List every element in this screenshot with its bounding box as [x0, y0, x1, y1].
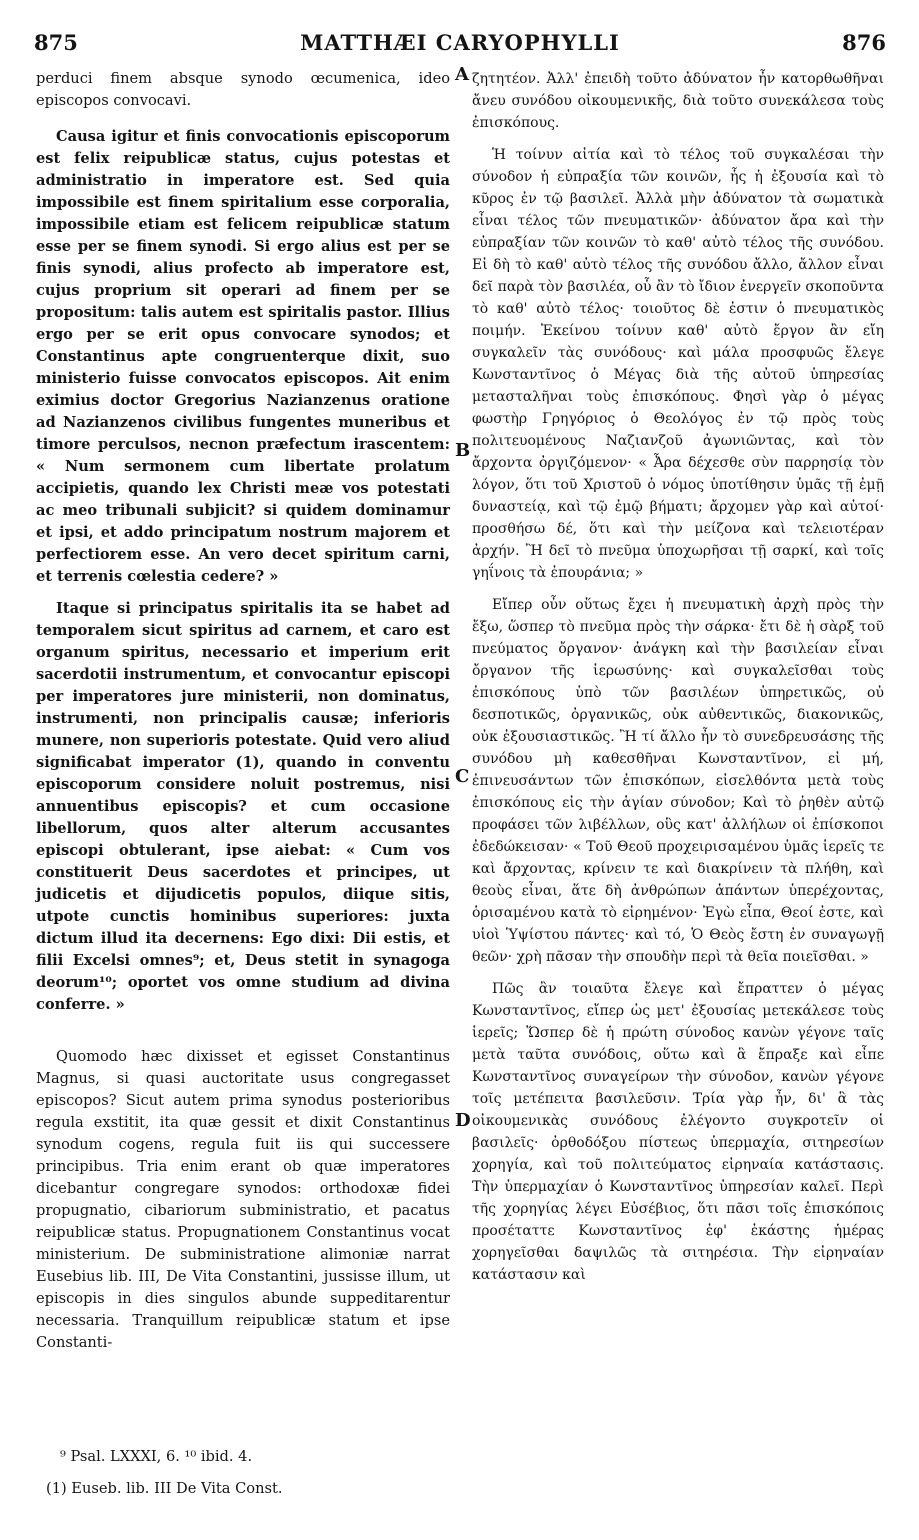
page-header — [34, 30, 886, 64]
greek-paragraph-2: Ἡ τοίνυν αἰτία καὶ τὸ τέλος τοῦ συγκαλέσαι τὴν σύνοδον ἡ εὐπραξία τῶν κοινῶν, ἧς ἡ ἐξουσία καὶ τὸ κῦρος ἐν τῷ βασιλεῖ. Ἀλλὰ μὴν ἀδύνατον τὰ σωματικὰ εἶναι τέλος τῶν πνευματικῶν· ἀδύνατον ἄρα καὶ τὴν εὐπραξίαν τῶν κοινῶν τὸ καθ' αὐτὸ τέλος τῆς συνόδου. Εἰ δὴ τὸ καθ' αὐτὸ τέλος τῆς συνόδου ἄλλο, ἄλλον εἶναι δεῖ παρὰ τὸν βασιλέα, οὗ ἂν τὸ ἴδιον ἐνεργεῖν σκοποῦντα τὸ καθ' αὐτὸ τέλος· τοιοῦτος δὲ ἐστιν ὁ πνευματικὸς ποιμήν. Ἐκείνου τοίνυν καθ' αὐτὸ ἔργον ἂν εἴη συγκαλεῖν τὰς συνόδους· καὶ μάλα προσφυῶς ἔλεγε Κωνσταντῖνος ὁ Μέγας διὰ τῆς αὐτοῦ ὑπηρεσίας μετασταλῆναι τοὺς ἐπισκόπους. Φησὶ γὰρ ὁ μέγας φωστὴρ Γρηγόριος ὁ Θεολόγος ἐν τῷ πρὸς τοὺς πολιτευομένους Ναζιανζοῦ ἀγωνιῶντας, καὶ τὸν ἄρχοντα ὀργιζόμενον· « Ἆρα δέχεσθε σὺν παρρησίᾳ τὸν λόγον, ὅτι τοῦ Χριστοῦ ὁ νόμος ὑποτίθησιν ὑμᾶς τῇ ἐμῇ δυναστείᾳ, καὶ τῷ ἐμῷ βήματι; ἄρχομεν γὰρ καὶ αὐτοί· προσθήσω δέ, ὅτι καὶ τὴν μείζονα καὶ τελειοτέραν ἀρχήν. Ἢ δεῖ τὸ πνεῦμα ὑποχωρῆσαι τῇ σαρκί, καὶ τοῖς γηΐνοις τὰ ἐπουράνια; » — [472, 147, 885, 581]
latin-paragraph-2: Causa igitur et finis convocationis episcoporum est felix reipublicæ status, cujus potestas et administratio in imperatore est. Sed quia impossibile est finem spiritalium esse corporalia, impossibile etiam est felicem reipublicæ statum esse per se finem synodi. Si ergo alius est per se finis synodi, alius profecto ab imperatore est, cujus proprium sit operari ad finem per se propositum: talis autem est spiritalis pastor. Illius ergo per se erit opus convocare synodos; et Constantinus apte congruenterque dixit, suo ministerio fuisse convocatos episcopos. Ait enim eximius doctor Gregorius Nazianzenus oratione ad Nazianzenos civilibus fungentes muneribus et timore perculsos, necnon præfectum irascentem: « Num sermonem cum libertate prolatum accipietis, quando lex Christi meæ vos potestati ac meo tribunali subjicit? si quidem dominamur et ipsi, et addo principatum nostrum majorem et perfectiorem esse. An vero decet spiritum carni, et terrenis cœlestia cedere? » — [36, 128, 450, 585]
greek-paragraph-4: Πῶς ἂν τοιαῦτα ἔλεγε καὶ ἔπραττεν ὁ μέγας Κωνσταντῖνος, εἴπερ ὡς μετ' ἐξουσίας μετεκάλεσε τοὺς ἱερεῖς; Ὥσπερ δὲ ἡ πρώτη σύνοδος κανὼν γέγονε ταῖς μετὰ ταῦτα συνόδοις, οὕτω καὶ ἃ ἔπραξε καὶ εἶπε Κωνσταντῖνος συναγείρων τὴν σύνοδον, κανὼν γέγονε τοῖς μετέπειτα βασιλεῦσιν. Τρία γὰρ ἦν, δι' ἃ τὰς οἰκουμενικὰς συνόδους ἐλέγοντο συγκροτεῖν οἱ βασιλεῖς· ὀρθοδόξου πίστεως ὑπερμαχία, σιτηρεσίων χορηγία, καὶ τοῦ πολιτεύματος εἰρηναία κατάστασις. Τὴν ὑπερμαχίαν ὁ Κωνσταντῖνος ὑπηρεσίαν καλεῖ. Περὶ τῆς χορηγίας λέγει Εὐσέβιος, ὅτι πᾶσι τοῖς ἐπισκόποις προσέταττε Κωνσταντῖνος ἐφ' ἑκάστης ἡμέρας χορηγεῖσθαι δαψιλῶς τὰ σιτηρέσια. Τὴν εἰρηναίαν κατάστασιν καὶ — [472, 981, 884, 1283]
latin-paragraph-1: perduci finem absque synodo œcumenica, ideo episcopos convocavi. — [36, 70, 450, 109]
latin-column — [36, 68, 450, 1354]
latin-paragraph-3: Itaque si principatus spiritalis ita se habet ad temporalem sicut spiritus ad carnem, et caro est organum spiritus, necessario et imperium erit sacerdotii instrumentum, et convocantur episcopi per imperatores jure ministerii, non dominatus, instrumenti, non principalis causæ; inferioris munere, non superioris potestate. Quid vero aliud significabat imperator (1), quando in conventu episcoporum considere noluit postremus, nisi annuentibus episcopis? et cum occasione libellorum, quos alter alterum accusantes episcopi obtulerant, ipse aiebat: « Cum vos constituerit Deus sacerdotes et principes, ut judicetis et dijudicetis populos, diique sitis, utpote cunctis hominibus superiores: juxta dictum illud ita decernens: Ego dixi: Dii estis, et filii Excelsi omnes⁹; et, Deus stetit in synagoga deorum¹⁰; oportet vos omne studium ad divina conferre. » — [36, 600, 450, 1013]
latin-paragraph-4: Quomodo hæc dixisset et egisset Constantinus Magnus, si quasi auctoritate usus congregasset episcopos? Sicut autem prima synodus posterioribus regula exstitit, ita quæ gessit et dixit Constantinus synodum cogens, regula fuit iis qui successere principibus. Tria enim erant ob quæ imperatores dicebantur congregare synodos: orthodoxæ fidei propugnatio, cibariorum subministratio, et pacatus reipublicæ status. Propugnationem Constantinus vocat ministerium. De subministratione alimoniæ narrat Eusebius lib. III, De Vita Constantini, jussisse illum, ut episcopis in dies singulos abunde suppeditarentur necessaria. Tranquillum reipublicæ statum et ipse Constanti- — [36, 1048, 450, 1351]
running-title: MATTHÆI CARYOPHYLLI — [300, 30, 620, 55]
greek-column — [472, 68, 884, 1286]
margin-letter-b: B — [455, 440, 471, 461]
margin-letter-a: A — [455, 64, 469, 85]
page-number-left: 875 — [34, 30, 78, 55]
greek-paragraph-1: ζητητέον. Ἀλλ' ἐπειδὴ τοῦτο ἀδύνατον ἦν κατορθωθῆναι ἄνευ συνόδου οἰκουμενικῆς, διὰ τοῦτο συνεκάλεσα τοὺς ἐπισκόπους. — [472, 71, 884, 131]
footnote-eusebius: (1) Euseb. lib. III De Vita Const. — [46, 1480, 283, 1497]
greek-paragraph-3: Εἴπερ οὖν οὕτως ἔχει ἡ πνευματικὴ ἀρχὴ πρὸς τὴν ἔξω, ὥσπερ τὸ πνεῦμα πρὸς τὴν σάρκα· ἔτι δὲ ἡ σὰρξ τοῦ πνεύματος ὄργανον· ἀνάγκη καὶ τὴν βασιλείαν εἶναι ὄργανον τῆς ἱερωσύνης· καὶ συγκαλεῖσθαι τοὺς ἐπισκόπους ὑπὸ τῶν βασιλέων ὑπηρετικῶς, οὐ δεσποτικῶς, ὀργανικῶς, οὐκ αὐθεντικῶς, διακονικῶς, οὐκ ἐξουσιαστικῶς. Ἢ τί ἄλλο ἦν τὸ συνεδρευσάσης τῆς συνόδου μὴ καθεσθῆναι Κωνσταντῖνον, εἰ μή, ἐπινευσάντων τῶν ἐπισκόπων, εἰσελθόντα μετὰ τοὺς ἐπισκόπους εἰς τὴν ἁγίαν σύνοδον; Καὶ τὸ ῥηθὲν αὐτῷ προφάσει τῶν λιβέλλων, οὓς κατ' ἀλλήλων οἱ ἐπίσκοποι ἐδεδώκεισαν· « Τοῦ Θεοῦ προχειρισαμένου ὑμᾶς ἱερεῖς τε καὶ ἄρχοντας, κρίνειν τε καὶ διακρίνειν τὰ πλήθη, καὶ θεοὺς εἶναι, ἅτε δὴ ἀνθρώπων ἁπάντων ὑπερέχοντας, ὁρισαμένου κατὰ τὸ εἰρημένον· Ἐγὼ εἶπα, Θεοί ἐστε, καὶ υἱοὶ Ὑψίστου πάντες· καὶ τό, Ὁ Θεὸς ἔστη ἐν συναγωγῇ θεῶν· χρὴ πᾶσαν τὴν σπουδὴν περὶ τὰ θεῖα ποιεῖσθαι. » — [472, 597, 884, 965]
footnote-scripture: ⁹ Psal. LXXXI, 6. ¹⁰ ibid. 4. — [60, 1448, 253, 1465]
margin-letter-c: C — [455, 766, 470, 787]
margin-letter-d: D — [455, 1110, 471, 1131]
page-number-right: 876 — [842, 30, 886, 55]
